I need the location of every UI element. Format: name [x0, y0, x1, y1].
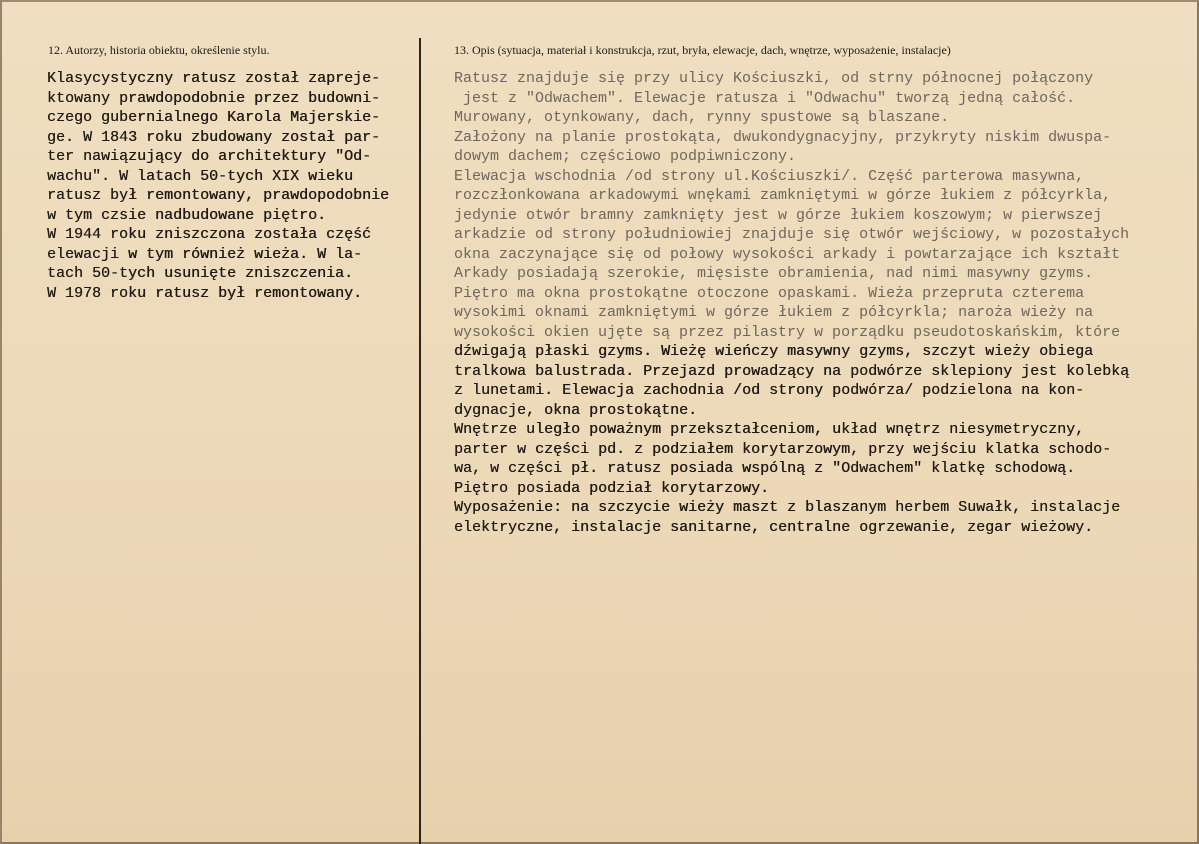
- description-text-dark: dźwigają płaski gzyms. Wieżę wieńczy masywny gzyms, szczyt wieży obiega tralkowa balustrada. Przejazd prowadzący na podwórze sklepiony jest kolebką z lunetami. Elewacja zachodnia /od strony podwórza/ podzielona na kon- dygnacje, okna prostokątne. Wnętrze uległo poważnym przekształceniom, układ wnętrz niesymetryczny, parter w części pd. z podziałem korytarzowym, przy wejściu klatka schodo- wa, w części pł. ratusz posiada wspólną z "Odwachem" klatkę schodową. Piętro posiada podział korytarzowy. Wyposażenie: na szczycie wieży maszt z blaszanym herbem Suwałk, instalacje elektryczne, instalacje sanitarne, centralne ogrzewanie, zegar wieżowy.: [454, 343, 1130, 536]
- column-divider: [419, 38, 421, 844]
- description-text-faint: Ratusz znajduje się przy ulicy Kościuszki, od strny północnej połączony jest z "Odwachem". Elewacje ratusza i "Odwachu" tworzą jedną całość. Murowany, otynkowany, dach, rynny spustowe są blaszane. Założony na planie prostokąta, dwukondygnacyjny, przykryty niskim dwuspa- dowym dachem; częściowo podpiwniczony. Elewacja wschodnia /od strony ul.Kościuszki/. Część parterowa masywna, rozczłonkowana arkadowymi wnękami zamkniętymi w górze łukiem z półcyrkla, jedynie otwór bramny zamknięty jest w górze łukiem koszowym; w pierwszej arkadzie od strony południowiej znajduje się otwór wejściowy, w pozostałych okna zaczynające się od połowy wysokości arkady i powtarzające ich kształt Arkady posiadają szerokie, mięsiste obramienia, nad nimi masywny gzyms. Piętro ma okna prostokątne otoczone opaskami. Wieża przepruta czterema wysokimi oknami zamkniętymi w górze łukiem z półcyrkla; naroża wieży na wysokości okien ujęte są przez pilastry w porządku pseudotoskańskim, które: [454, 70, 1130, 341]
- section-13-heading: 13. Opis (sytuacja, materiał i konstrukcja, rzut, bryła, elewacje, dach, wnętrze, wyposażenie, instalacje): [454, 43, 951, 57]
- section-12-heading: 12. Autorzy, historia obiektu, określenie stylu.: [48, 43, 270, 57]
- description-text: [454, 69, 1129, 537]
- history-text: Klasycystyczny ratusz został zapreje- ktowany prawdopodobnie przez budowni- czego gubernialnego Karola Majerskie- ge. W 1843 roku zbudowany został par- ter nawiązujący do architektury "Od- wachu". W latach 50-tych XIX wieku ratusz był remontowany, prawdopodobnie w tym czsie nadbudowane piętro. W 1944 roku zniszczona została część elewacji w tym również wieża. W la- tach 50-tych usunięte zniszczenia. W 1978 roku ratusz był remontowany.: [47, 70, 390, 302]
